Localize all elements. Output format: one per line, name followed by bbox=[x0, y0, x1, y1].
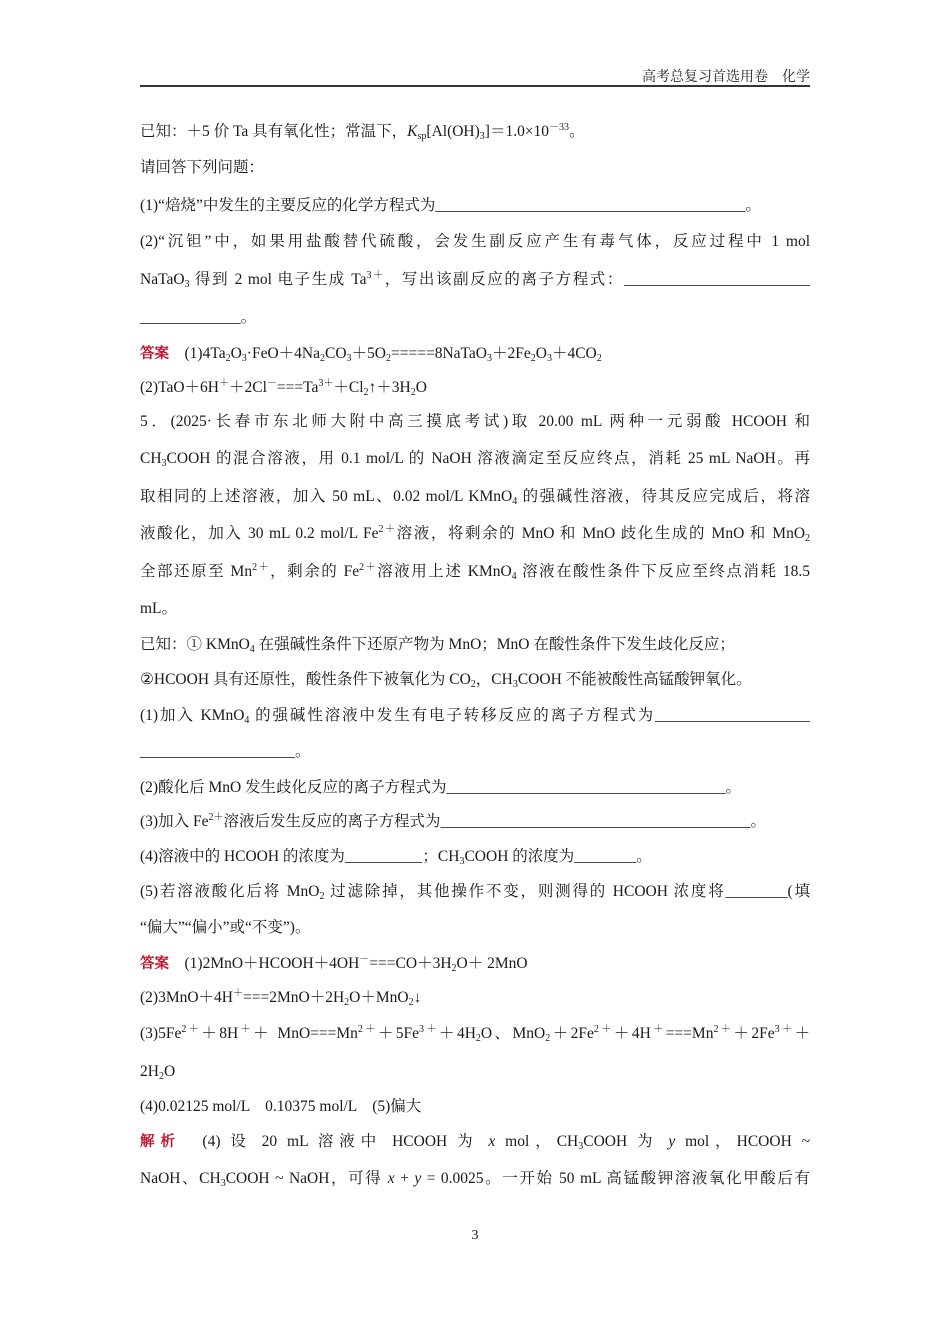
question-line: ②HCOOH 具有还原性，酸性条件下被氧化为 $CO_2$，$CH_3COOH$ 不能被酸性高锰酸钾氧化。 bbox=[140, 671, 752, 690]
answer-line: 答案 $(1)2MnO+HCOOH+4OH^-===CO+3H_2O+ 2MnO$ bbox=[140, 954, 528, 974]
question-line: mL。 bbox=[140, 600, 178, 617]
question-line: (4)溶液中的 HCOOH 的浓度为__________；$CH_3COOH$ 的浓度为________。 bbox=[140, 848, 652, 867]
question-line: $CH_3COOH$ 的混合溶液，用 0.1 mol/L 的 NaOH 溶液滴定至反应终点，消耗 25 mL NaOH。再 bbox=[140, 450, 810, 469]
answer-line: $(2)3MnO+4H^+===2MnO+2H_2O+MnO_2↓$ bbox=[140, 988, 422, 1008]
question-line: 已知：① KMnO$_4$ 在强碱性条件下还原产物为 MnO；MnO 在酸性条件下发生歧化反应； bbox=[140, 636, 735, 655]
text-line: (2)“沉钽”中，如果用盐酸替代硫酸，会发生副反应产生有毒气体，反应过程中 1 mol bbox=[140, 233, 810, 250]
text-line: (1)“焙烧”中发生的主要反应的化学方程式为________________________________________。 bbox=[140, 197, 761, 214]
question-line: (2)酸化后 MnO 发生歧化反应的离子方程式为____________________________________。 bbox=[140, 779, 742, 796]
page-number: 3 bbox=[471, 1228, 479, 1243]
text-line: 已知：＋5 价 Ta 具有氧化性；常温下，$K_{sp}[Al(OH)_3]=1.0\times 10^{-33}$。 bbox=[140, 122, 585, 142]
text-line: 请回答下列问题： bbox=[140, 159, 265, 176]
question-line: (1)加入 KMnO$_4$ 的强碱性溶液中发生有电子转移反应的离子方程式为____________________ bbox=[140, 707, 810, 726]
question-line: “偏大”“偏小”或“不变”)。 bbox=[140, 919, 311, 936]
explanation-line: 解析 (4) 设 20 mL 溶液中 HCOOH 为 x mol，$CH_3COOH$ 为 y mol，HCOOH ~ bbox=[140, 1133, 810, 1152]
question-line: 全部还原至 $Mn^{2+}$，剩余的 $Fe^{2+}$溶液用上述 KMnO$_4$ 溶液在酸性条件下反应至终点消耗 18.5 bbox=[140, 562, 810, 582]
running-header: 高考总复习首选用卷 化学 bbox=[642, 69, 810, 85]
answer-line: $2H_2O$ bbox=[140, 1063, 176, 1082]
header-rule bbox=[140, 85, 810, 87]
question-line: 液酸化，加入 30 mL 0.2 mol/L $Fe^{2+}$溶液，将剩余的 MnO 和 MnO 歧化生成的 MnO 和 MnO$_2$ bbox=[140, 524, 811, 544]
question-line: (5)若溶液酸化后将 MnO$_2$ 过滤除掉，其他操作不变，则测得的 HCOOH 浓度将________(填 bbox=[140, 883, 810, 902]
text-line: NaTaO$_3$ 得到 2 mol 电子生成 $Ta^{3+}$，写出该副反应的离子方程式：________________________ bbox=[140, 270, 810, 290]
explanation-line: NaOH、$CH_3COOH$ ~ NaOH，可得 x + y = 0.0025。一开始 50 mL 高锰酸钾溶液氧化甲酸后有 bbox=[140, 1170, 810, 1189]
question-line: 5．(2025·长春市东北师大附中高三摸底考试)取 20.00 mL 两种一元弱酸 HCOOH 和 bbox=[140, 413, 810, 430]
answer-line: $(3)5Fe^{2+}+8H^++ MnO===Mn^{2+}+5Fe^{3+}+4H_2O$、$MnO_2+2Fe^{2+}+4H^+===Mn^{2+}+2Fe^{3+}+$ bbox=[140, 1024, 811, 1044]
text-line: _____________。 bbox=[140, 309, 257, 326]
answer-line: (4)0.02125 mol/L 0.10375 mol/L (5)偏大 bbox=[140, 1098, 422, 1115]
question-line: ____________________。 bbox=[140, 743, 311, 760]
answer-line: $(2)TaO+6H^++2Cl^-===Ta^{3+}+Cl_2↑+3H_2O$ bbox=[140, 378, 427, 398]
question-line: 取相同的上述溶液，加入 50 mL、0.02 mol/L KMnO$_4$ 的强碱性溶液，待其反应完成后，将溶 bbox=[140, 488, 810, 507]
question-line: (3)加入 $Fe^{2+}$溶液后发生反应的离子方程式为________________________________________。 bbox=[140, 812, 766, 830]
answer-line: 答案 $(1)4Ta_2O_3\cdot FeO+4Na_2CO_3+5O_2=====8NaTaO_3+2Fe_2O_3+4CO_2$ bbox=[140, 345, 602, 364]
